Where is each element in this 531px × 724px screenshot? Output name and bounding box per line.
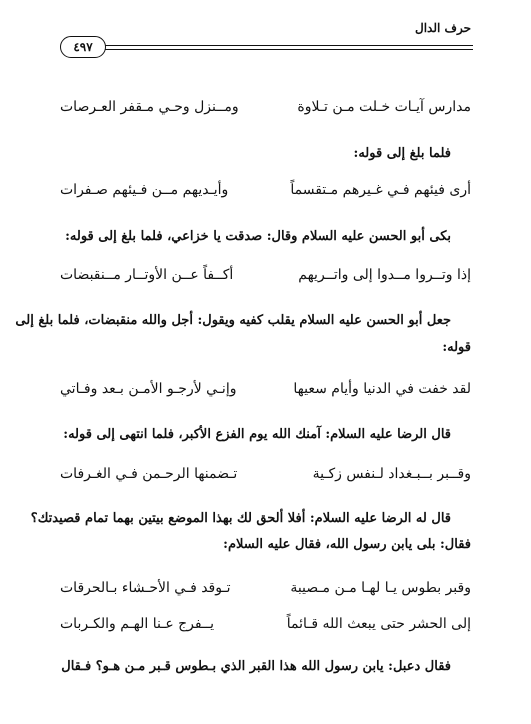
header-rule-thin	[82, 49, 473, 50]
prose-line: قال له الرضا عليه السلام: أفلا ألحق لك بهذا الموضع بيتين بهما تمام قصيدتك؟	[30, 511, 451, 526]
verse-7-second-hemistich: يــفرج عـنا الهـم والكـربات	[60, 616, 215, 632]
verse-6-second-hemistich: تـوقد فـي الأحـشاء بـالحرقات	[60, 580, 231, 596]
verse-3-second-hemistich: أكــفاً عــن الأوتــار مــنقبضات	[60, 267, 234, 283]
verse-4-first-hemistich: لقد خفت في الدنيا وأيام سعيها	[293, 381, 471, 397]
verse-7-first-hemistich: إلى الحشر حتى يبعث الله قـائماً	[286, 616, 471, 632]
prose-line-continuation: قوله:	[442, 340, 471, 355]
prose-line: فلما بلغ إلى قوله:	[353, 146, 451, 161]
verse-2-second-hemistich: وأيـديهم مــن فـيئهم صـفرات	[60, 182, 229, 198]
header-rule	[82, 45, 473, 46]
chapter-title: حرف الدال	[415, 21, 471, 35]
prose-line: جعل أبو الحسن عليه السلام يقلب كفيه ويقول: أجل والله منقبضات، فلما بلغ إلى	[15, 313, 451, 328]
verse-line-5	[60, 466, 471, 482]
page-number: ٤٩٧	[60, 36, 106, 58]
verse-5-first-hemistich: وقــبر بــبـغداد لـنفس زكـية	[312, 466, 471, 482]
verse-line-7	[60, 616, 471, 632]
verse-3-first-hemistich: إذا وتــروا مــدوا إلى واتــريهم	[298, 267, 471, 283]
verse-line-6	[60, 580, 471, 596]
verse-line-1	[60, 99, 471, 115]
prose-line: فقال دعبل: يابن رسول الله هذا القبر الذي بـطوس قـبر مـن هـو؟ فـقال	[61, 659, 451, 674]
verse-1-second-hemistich: ومــنزل وحـي مـقفر العـرصات	[60, 99, 239, 115]
verse-line-4	[60, 381, 471, 397]
prose-line: فقال: بلى يابن رسول الله، فقال عليه السلام:	[223, 537, 471, 552]
verse-5-second-hemistich: تـضمنها الرحـمن فـي الغـرفات	[60, 466, 238, 482]
prose-line: قال الرضا عليه السلام: آمنك الله يوم الفزع الأكبر، فلما انتهى إلى قوله:	[63, 427, 451, 442]
verse-6-first-hemistich: وقبر بطوس يـا لهـا مـن مـصيبة	[290, 580, 471, 596]
verse-line-2	[60, 182, 471, 198]
prose-line: بكى أبو الحسن عليه السلام وقال: صدقت يا خزاعي، فلما بلغ إلى قوله:	[65, 229, 451, 244]
verse-1-first-hemistich: مدارس آيـات خـلت مـن تـلاوة	[297, 99, 471, 115]
verse-line-3	[60, 267, 471, 283]
verse-2-first-hemistich: أرى فيئهم فـي غـيرهم مـتقسماً	[290, 182, 471, 198]
verse-4-second-hemistich: وإنـي لأرجـو الأمـن بـعد وفـاتي	[60, 381, 237, 397]
